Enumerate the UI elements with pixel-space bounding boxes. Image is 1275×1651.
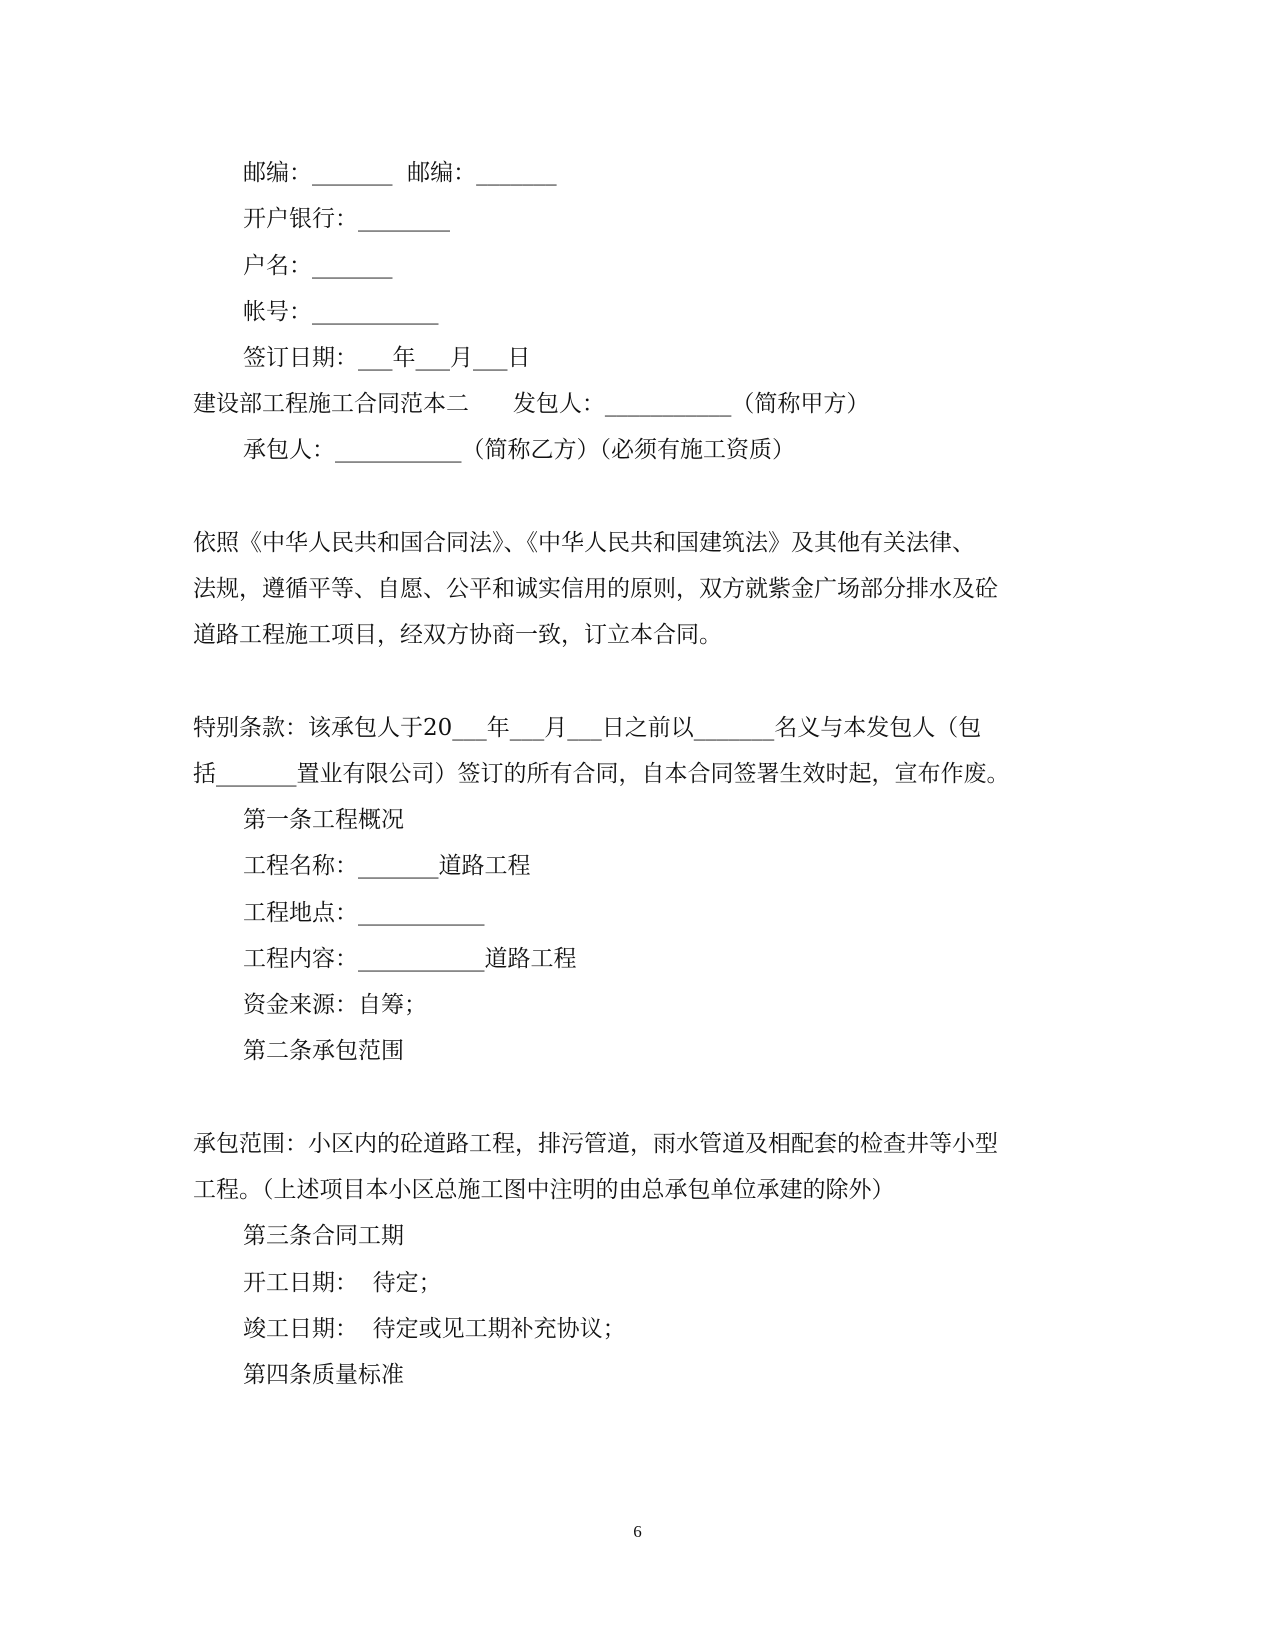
article-1-heading: 第一条工程概况: [243, 807, 404, 833]
project-content-line: 工程内容：___________道路工程: [243, 946, 577, 972]
page-number: 6: [633, 1522, 642, 1541]
special-clause-line-1: 特别条款：该承包人于20___年___月___日之前以_______名义与本发包人（包: [193, 715, 982, 741]
preamble-line-1: 依照《中华人民共和国合同法》、《中华人民共和国建筑法》及其他有关法律、: [193, 530, 975, 556]
preamble-line-2: 法规，遵循平等、自愿、公平和诚实信用的原则，双方就紫金广场部分排水及砼: [193, 576, 998, 602]
article-2-heading: 第二条承包范围: [243, 1038, 404, 1064]
scope-line-1: 承包范围：小区内的砼道路工程，排污管道，雨水管道及相配套的检查井等小型: [193, 1131, 998, 1157]
funding-source-line: 资金来源：自筹；: [243, 992, 427, 1018]
article-3-heading: 第三条合同工期: [243, 1223, 404, 1249]
completion-date-line: 竣工日期： 待定或见工期补充协议；: [243, 1316, 626, 1342]
signing-date-line: 签订日期：___年___月___日: [243, 345, 531, 371]
article-4-heading: 第四条质量标准: [243, 1362, 404, 1388]
project-name-line: 工程名称：_______道路工程: [243, 853, 531, 879]
account-name-line: 户名：_______: [243, 253, 393, 279]
special-clause-line-2: 括_______置业有限公司）签订的所有合同，自本合同签署生效时起，宣布作废。: [193, 761, 1010, 787]
start-date-line: 开工日期： 待定；: [243, 1270, 442, 1296]
bank-line: 开户银行：________: [243, 206, 450, 232]
account-number-line: 帐号：___________: [243, 299, 439, 325]
postcode-line: 邮编：_______ 邮编：_______: [243, 160, 557, 186]
project-location-line: 工程地点：___________: [243, 900, 485, 926]
preamble-line-3: 道路工程施工项目，经双方协商一致，订立本合同。: [193, 622, 722, 648]
template-title-employer-line: 建设部工程施工合同范本二 发包人：___________（简称甲方）: [193, 391, 870, 417]
scope-line-2: 工程。（上述项目本小区总施工图中注明的由总承包单位承建的除外）: [193, 1177, 895, 1203]
contractor-line: 承包人：___________（简称乙方）（必须有施工资质）: [243, 437, 795, 463]
